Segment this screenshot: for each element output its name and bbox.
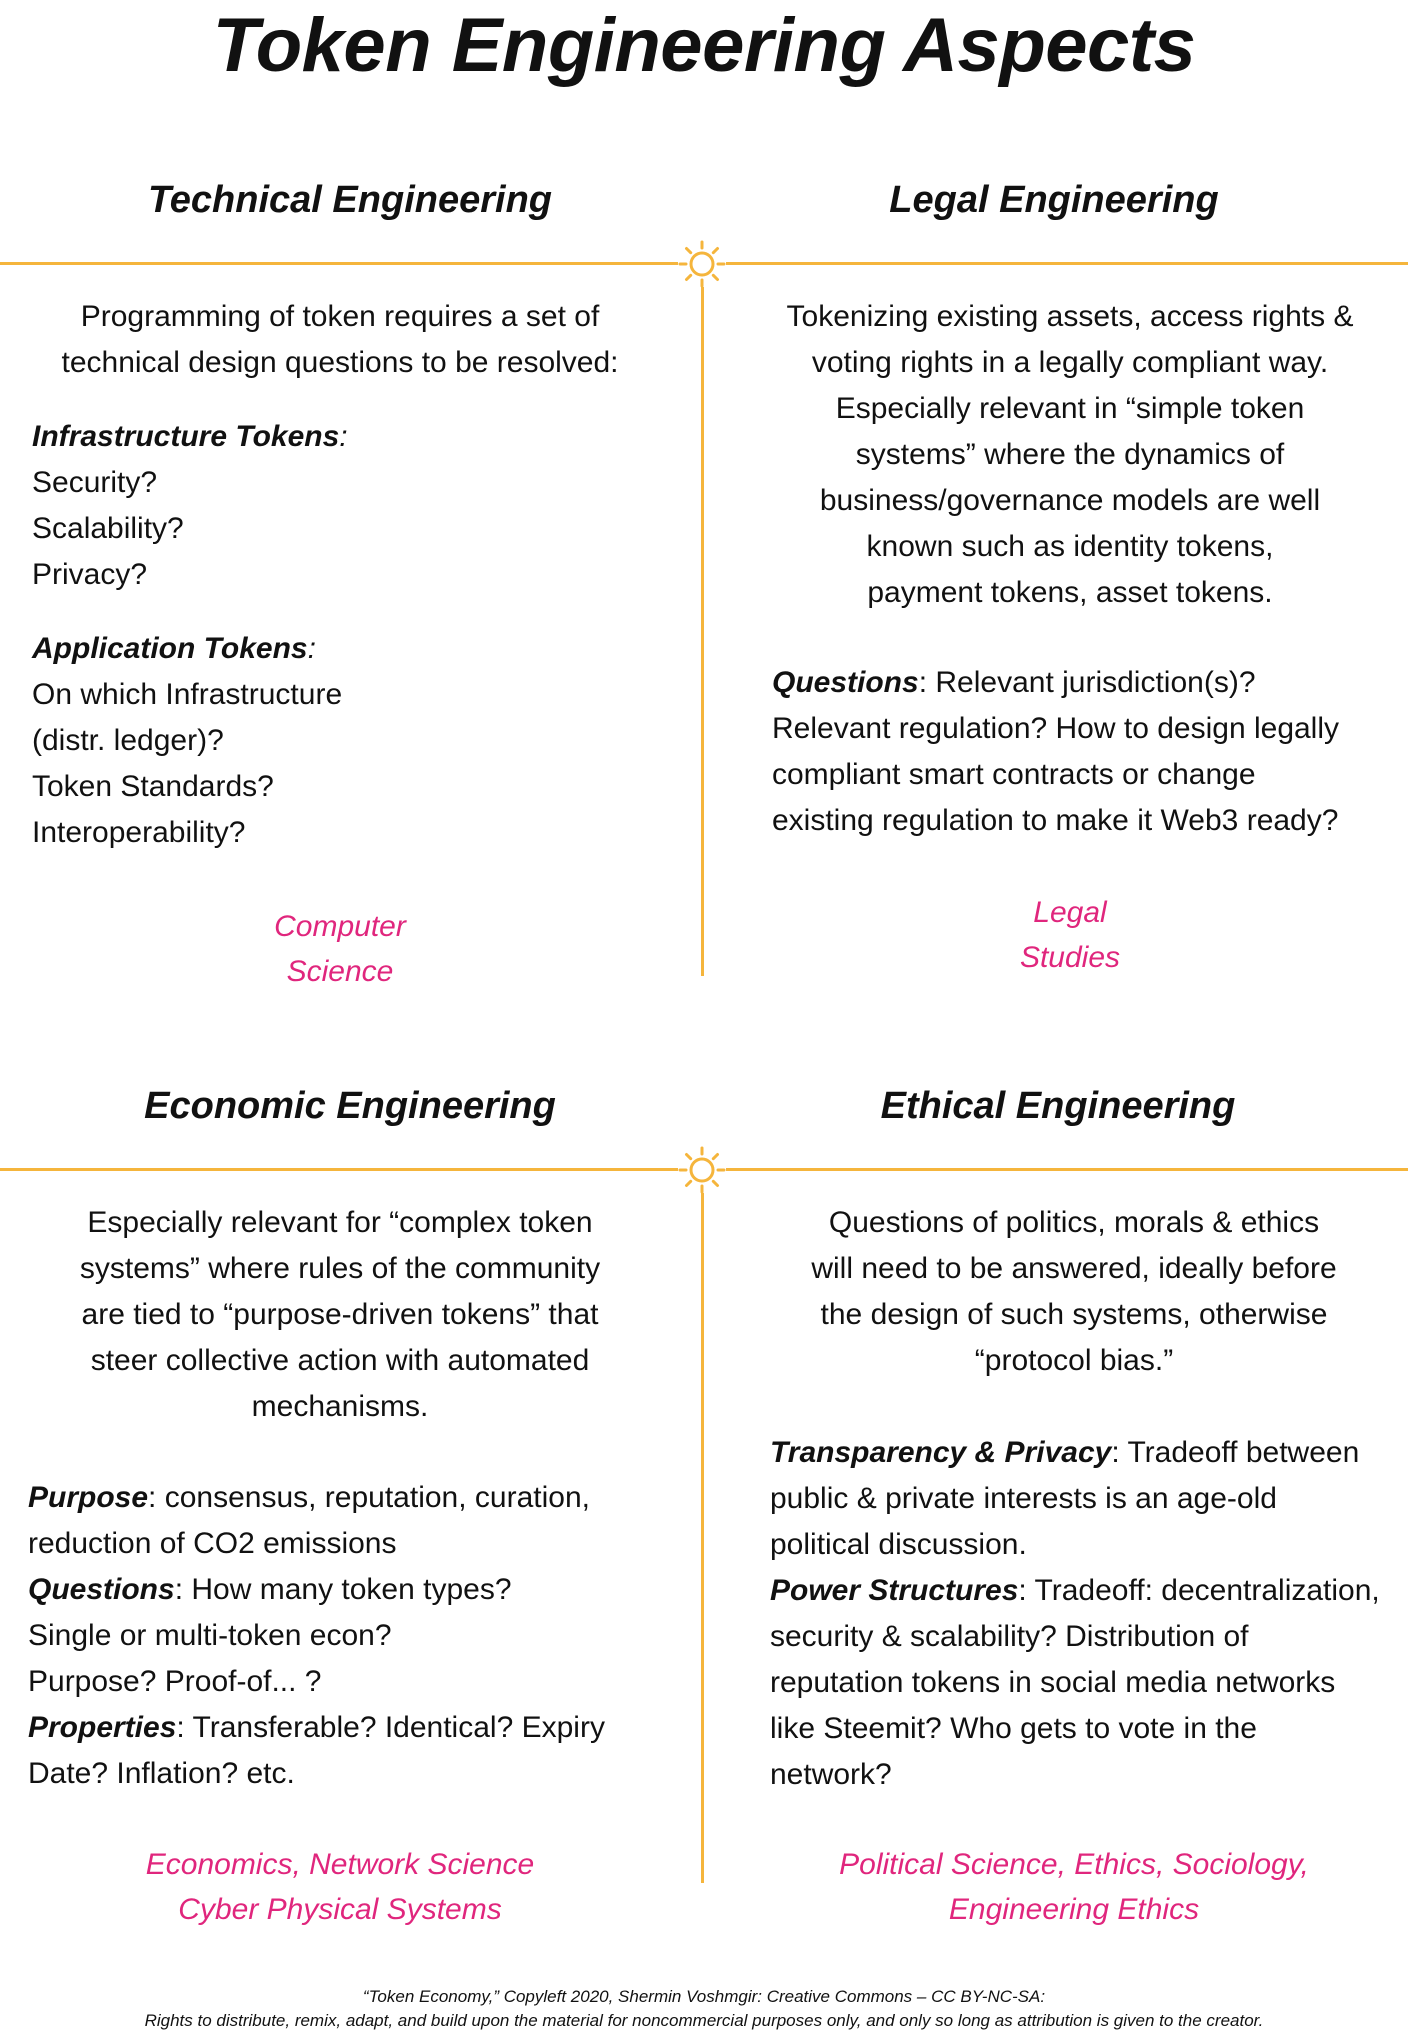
power-line: reputation tokens in social media networks bbox=[770, 1666, 1336, 1699]
questions-label: Questions bbox=[28, 1573, 175, 1606]
ethical-intro-line: “protocol bias.” bbox=[974, 1344, 1174, 1377]
power-line: like Steemit? Who gets to vote in the bbox=[770, 1712, 1257, 1745]
legal-intro-line: systems” where the dynamics of bbox=[855, 438, 1285, 471]
top-horizontal-divider-right bbox=[726, 262, 1408, 265]
bottom-horizontal-divider-right bbox=[726, 1168, 1408, 1171]
discipline-line: Science bbox=[286, 955, 394, 988]
questions-text: : How many token types? bbox=[174, 1573, 512, 1606]
legal-intro-line: voting rights in a legally compliant way. bbox=[811, 346, 1329, 379]
economic-intro-line: systems” where rules of the community bbox=[79, 1252, 601, 1285]
discipline-line: Engineering Ethics bbox=[948, 1893, 1200, 1926]
top-vertical-divider bbox=[701, 287, 704, 976]
sun-icon bbox=[678, 240, 726, 288]
infrastructure-item: Scalability? bbox=[32, 512, 184, 545]
power-structures-label: Power Structures bbox=[770, 1574, 1019, 1607]
bottom-vertical-divider bbox=[701, 1193, 704, 1883]
transparency-line: political discussion. bbox=[770, 1528, 1027, 1561]
page-title: Token Engineering Aspects bbox=[212, 3, 1196, 88]
properties-label: Properties bbox=[28, 1711, 177, 1744]
application-item: Interoperability? bbox=[32, 816, 246, 849]
application-item: Token Standards? bbox=[32, 770, 274, 803]
infrastructure-tokens-heading bbox=[32, 414, 672, 460]
copyright-footer bbox=[0, 1985, 1408, 2033]
application-item: (distr. ledger)? bbox=[32, 724, 224, 757]
discipline-line: Cyber Physical Systems bbox=[178, 1893, 502, 1926]
infrastructure-item: Privacy? bbox=[32, 558, 148, 591]
transparency-text: : Tradeoff between bbox=[1111, 1436, 1360, 1469]
legal-questions-line bbox=[772, 660, 1402, 706]
discipline-line: Computer bbox=[274, 910, 406, 943]
transparency-line bbox=[770, 1430, 1402, 1476]
purpose-text: : consensus, reputation, curation, bbox=[148, 1481, 590, 1514]
infrastructure-tokens-label: Infrastructure Tokens bbox=[32, 420, 340, 453]
legal-intro-line: business/governance models are well bbox=[819, 484, 1321, 517]
ethical-engineering-title: Ethical Engineering bbox=[880, 1085, 1236, 1127]
legal-intro-line: Tokenizing existing assets, access rights & bbox=[786, 300, 1354, 333]
legal-questions-line: compliant smart contracts or change bbox=[772, 758, 1256, 791]
technical-intro-line: Programming of token requires a set of bbox=[80, 300, 600, 333]
transparency-label: Transparency & Privacy bbox=[770, 1436, 1112, 1469]
technical-intro-line: technical design questions to be resolved: bbox=[61, 346, 619, 379]
discipline-line: Studies bbox=[1019, 941, 1121, 974]
legal-intro-line: known such as identity tokens, bbox=[866, 530, 1274, 563]
transparency-line: public & private interests is an age-old bbox=[770, 1482, 1277, 1515]
top-horizontal-divider bbox=[0, 262, 678, 265]
properties-line bbox=[28, 1705, 678, 1751]
bottom-horizontal-divider bbox=[0, 1168, 678, 1171]
power-structures-text: : Tradeoff: decentralization, bbox=[1018, 1574, 1380, 1607]
technical-details bbox=[32, 414, 672, 856]
economic-intro-line: steer collective action with automated bbox=[90, 1344, 590, 1377]
legal-questions bbox=[772, 660, 1402, 844]
technical-engineering-title: Technical Engineering bbox=[147, 179, 552, 221]
ethical-discipline bbox=[740, 1842, 1408, 1932]
power-line: network? bbox=[770, 1758, 892, 1791]
application-tokens-colon: : bbox=[307, 632, 316, 665]
ethical-details bbox=[770, 1430, 1402, 1798]
properties-line: Date? Inflation? etc. bbox=[28, 1757, 295, 1790]
economic-questions-line bbox=[28, 1567, 678, 1613]
economic-details bbox=[28, 1475, 678, 1797]
economic-engineering-title: Economic Engineering bbox=[144, 1085, 556, 1127]
economic-intro-line: mechanisms. bbox=[251, 1390, 429, 1423]
legal-intro-line: Especially relevant in “simple token bbox=[835, 392, 1305, 425]
economic-intro-line: are tied to “purpose-driven tokens” that bbox=[81, 1298, 599, 1331]
discipline-line: Political Science, Ethics, Sociology, bbox=[839, 1848, 1309, 1881]
legal-discipline bbox=[732, 890, 1408, 980]
infrastructure-tokens-colon: : bbox=[339, 420, 348, 453]
ethical-intro-line: Questions of politics, morals & ethics bbox=[828, 1206, 1320, 1239]
purpose-line: reduction of CO2 emissions bbox=[28, 1527, 397, 1560]
application-item: On which Infrastructure bbox=[32, 678, 343, 711]
application-tokens-heading bbox=[32, 626, 672, 672]
legal-intro-line: payment tokens, asset tokens. bbox=[867, 576, 1273, 609]
legal-questions-line: existing regulation to make it Web3 ready? bbox=[772, 804, 1339, 837]
infrastructure-item: Security? bbox=[32, 466, 158, 499]
discipline-line: Legal bbox=[1033, 896, 1107, 929]
application-tokens-label: Application Tokens bbox=[32, 632, 308, 665]
power-line: security & scalability? Distribution of bbox=[770, 1620, 1249, 1653]
footer-line: “Token Economy,” Copyleft 2020, Shermin Voshmgir: Creative Commons – CC BY-NC-SA: bbox=[362, 1987, 1046, 2006]
ethical-intro-line: will need to be answered, ideally before bbox=[811, 1252, 1337, 1285]
legal-intro bbox=[732, 294, 1408, 616]
sun-icon bbox=[678, 1146, 726, 1194]
properties-text: : Transferable? Identical? Expiry bbox=[176, 1711, 605, 1744]
footer-line: Rights to distribute, remix, adapt, and build upon the material for noncommercial purposes only, and only so long as attribution is given to the creator. bbox=[144, 2011, 1264, 2030]
economic-discipline bbox=[0, 1842, 680, 1932]
discipline-line: Economics, Network Science bbox=[145, 1848, 535, 1881]
technical-discipline bbox=[0, 904, 680, 994]
questions-label: Questions bbox=[772, 666, 919, 699]
economic-questions-line: Purpose? Proof-of... ? bbox=[28, 1665, 322, 1698]
questions-text: : Relevant jurisdiction(s)? bbox=[918, 666, 1256, 699]
economic-intro-line: Especially relevant for “complex token bbox=[87, 1206, 593, 1239]
purpose-label: Purpose bbox=[28, 1481, 149, 1514]
technical-intro bbox=[0, 294, 680, 386]
ethical-intro bbox=[740, 1200, 1408, 1384]
legal-questions-line: Relevant regulation? How to design legally bbox=[772, 712, 1340, 745]
ethical-intro-line: the design of such systems, otherwise bbox=[820, 1298, 1328, 1331]
economic-questions-line: Single or multi-token econ? bbox=[28, 1619, 392, 1652]
economic-intro bbox=[0, 1200, 680, 1430]
legal-engineering-title: Legal Engineering bbox=[889, 179, 1219, 221]
power-line bbox=[770, 1568, 1402, 1614]
purpose-line bbox=[28, 1475, 678, 1521]
